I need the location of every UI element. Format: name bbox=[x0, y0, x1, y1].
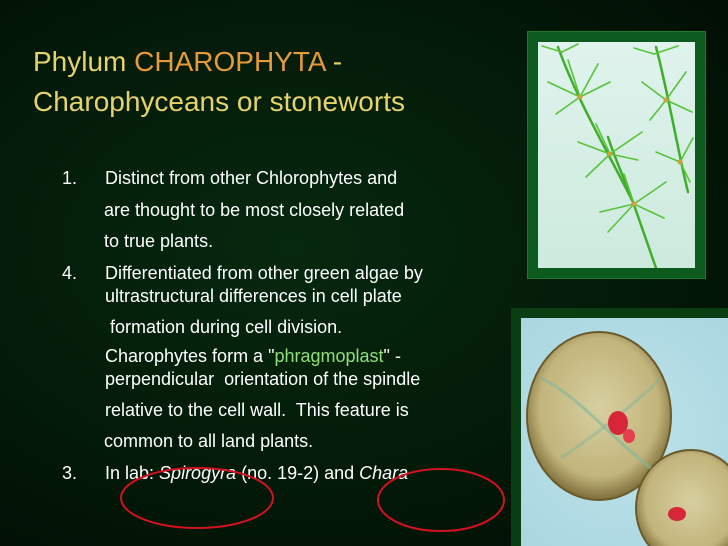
item-2-number: 4. bbox=[62, 263, 78, 283]
title-line-2: Charophyceans or stoneworts bbox=[33, 86, 405, 117]
lab-chara: Chara bbox=[359, 463, 409, 483]
phragmoplast-term: phragmoplast bbox=[274, 346, 384, 366]
lab-prefix: In lab: bbox=[105, 463, 160, 483]
spirogyra-annotation-circle bbox=[121, 468, 273, 528]
item-1-number: 1. bbox=[62, 168, 78, 188]
item-1-line-2: are thought to be most closely related bbox=[104, 200, 405, 220]
item-3-line-1: perpendicular orientation of the spindle bbox=[105, 369, 421, 389]
item-1-line-3: to true plants. bbox=[104, 231, 214, 251]
item-2-line-3: formation during cell division. bbox=[105, 317, 343, 337]
chara-annotation-circle bbox=[378, 469, 504, 531]
title-suffix: - bbox=[325, 46, 343, 77]
item-3-line-2: relative to the cell wall. This feature is bbox=[105, 400, 409, 420]
lab-spirogyra: Spirogyra bbox=[159, 463, 237, 483]
item-2-line-1: Differentiated from other green algae by bbox=[105, 263, 423, 283]
lab-middle: (no. 19-2) and bbox=[236, 463, 360, 483]
phragmoplast-suffix: " - bbox=[383, 346, 401, 366]
item-4-number: 3. bbox=[62, 463, 78, 483]
title-accent: CHAROPHYTA bbox=[134, 46, 326, 77]
title-prefix: Phylum bbox=[33, 46, 135, 77]
item-2-line-2: ultrastructural differences in cell plate bbox=[105, 286, 402, 306]
item-1-line-1: Distinct from other Chlorophytes and bbox=[105, 168, 398, 188]
item-3-line-3: common to all land plants. bbox=[104, 431, 314, 451]
phragmoplast-prefix: Charophytes form a " bbox=[105, 346, 275, 366]
